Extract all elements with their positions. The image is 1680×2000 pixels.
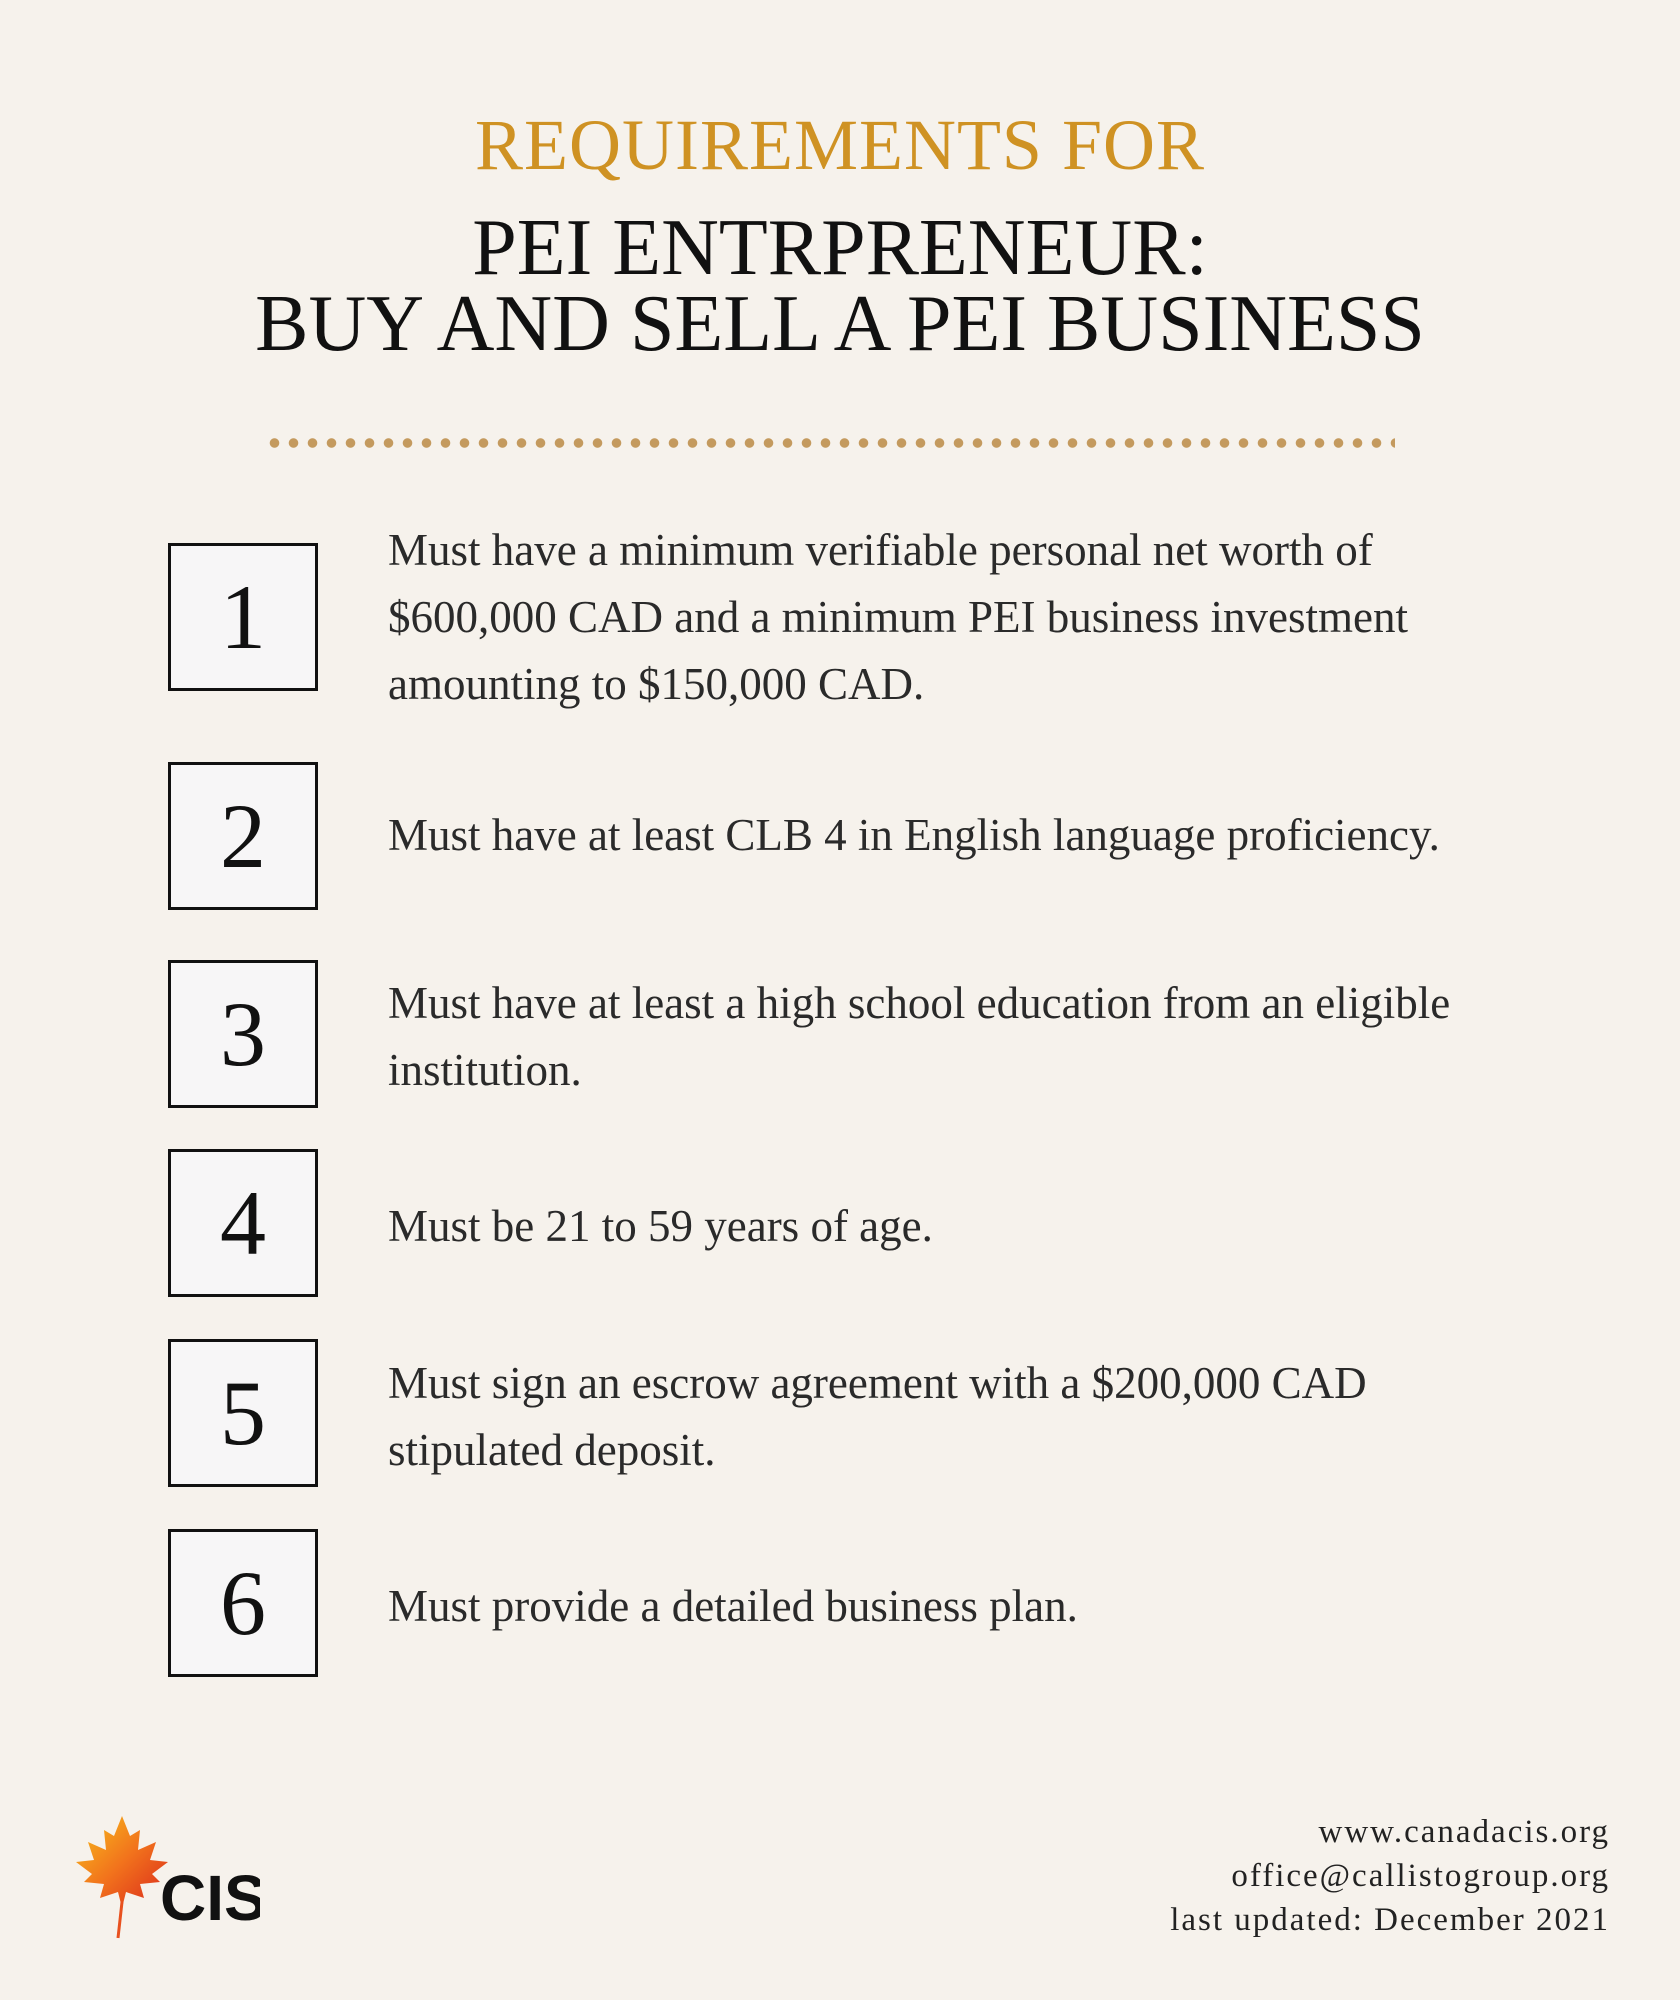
requirement-text-6 [388, 1573, 1538, 1640]
requirement-text-3 [388, 970, 1538, 1104]
requirement-text-2 [388, 768, 1538, 902]
logo-wordmark: CIS [160, 1862, 260, 1934]
page-title-line-1: PEI ENTRPRENEUR: [472, 204, 1208, 292]
page-title-line-2: BUY AND SELL A PEI BUSINESS [255, 280, 1425, 368]
dotted-divider [265, 438, 1395, 448]
requirement-text-5-content: Must sign an escrow agreement with a $200,000 CAD stipulated deposit. [388, 1358, 1367, 1475]
requirement-number-box-2: 2 [168, 762, 318, 910]
requirement-text-6-content: Must provide a detailed business plan. [388, 1581, 1078, 1631]
requirement-number-box-4: 4 [168, 1149, 318, 1297]
requirement-number-box-5: 5 [168, 1339, 318, 1487]
requirement-text-4-content: Must be 21 to 59 years of age. [388, 1201, 933, 1251]
cis-logo [60, 1812, 260, 1942]
footer-contact [1170, 1810, 1610, 1942]
footer-email-link[interactable]: office@callistogroup.org [1231, 1858, 1610, 1894]
requirement-text-3-content: Must have at least a high school education from an eligible institution. [388, 978, 1451, 1095]
footer-last-updated: last updated: December 2021 [1170, 1902, 1610, 1938]
requirement-number-box-3: 3 [168, 960, 318, 1108]
maple-leaf-icon [60, 1812, 260, 1942]
requirement-text-1 [388, 517, 1538, 717]
requirement-text-2-content: Must have at least CLB 4 in English language proficiency. [388, 809, 1440, 860]
page-title [0, 204, 1680, 368]
requirement-number-box-6: 6 [168, 1529, 318, 1677]
requirement-text-1-content: Must have a minimum verifiable personal net worth of $600,000 CAD and a minimum PEI business investment amounting to $150,000 CAD. [388, 524, 1408, 709]
requirement-number-box-1: 1 [168, 543, 318, 691]
footer-website-link[interactable]: www.canadacis.org [1318, 1814, 1610, 1850]
requirement-text-4 [388, 1193, 1538, 1260]
header-subtitle: REQUIREMENTS FOR [474, 105, 1206, 185]
requirement-text-5 [388, 1350, 1538, 1484]
